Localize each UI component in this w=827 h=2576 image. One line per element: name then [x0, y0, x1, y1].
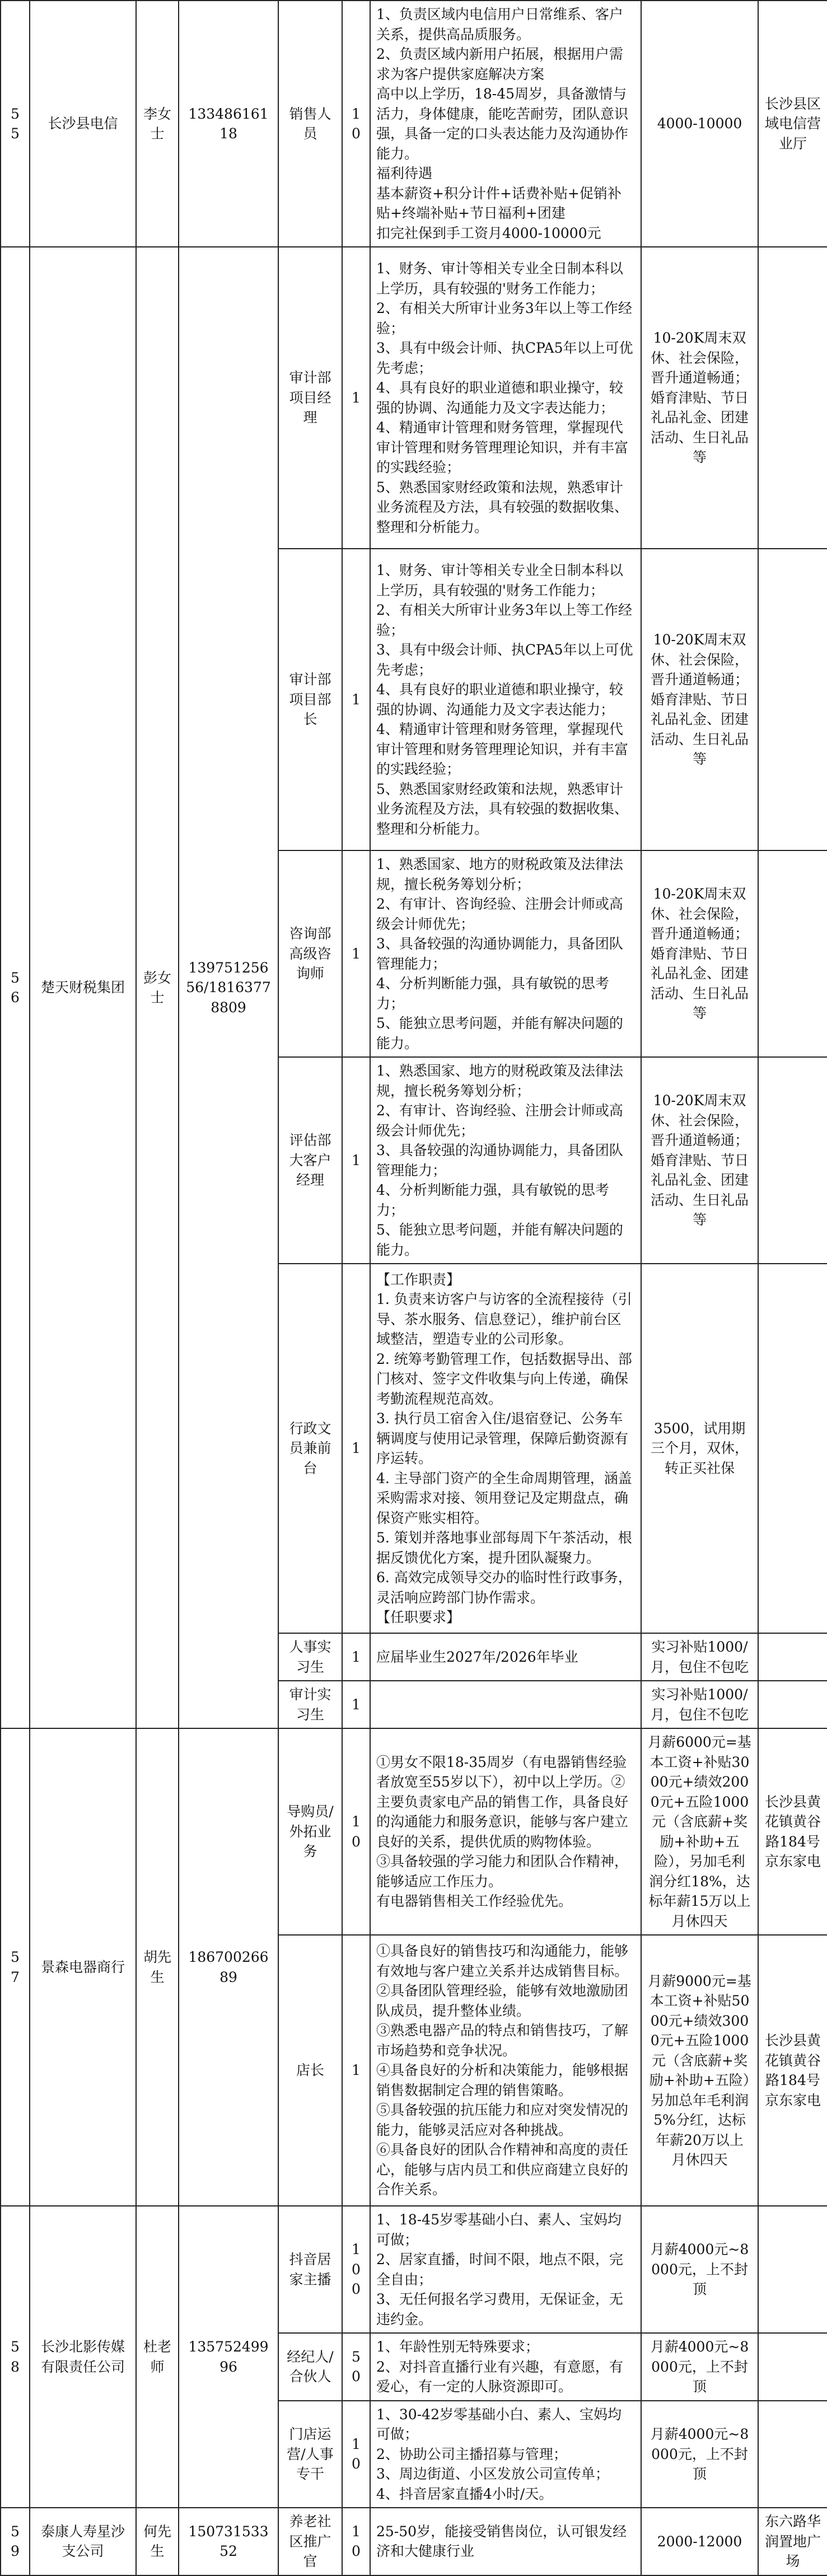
contact-person: 何先生 — [136, 2508, 179, 2575]
work-address — [758, 1264, 827, 1633]
job-position: 导购员/外拓业务 — [278, 1728, 342, 1935]
requirement-line: 2、有相关大所审计业务3年以上等工作经验； — [376, 300, 632, 336]
requirement-line: ④具备良好的分析和决策能力，能够根据销售数据制定合理的销售策略。 — [376, 2062, 629, 2098]
requirement-line: 4、分析判断能力强，具有敏锐的思考力； — [376, 975, 609, 1012]
requirement-line: 4、精通审计管理和财务管理，掌握现代审计管理和财务管理理论知识，并有丰富的实践经验； — [376, 721, 629, 777]
job-table-body — [1, 1, 827, 2575]
work-address: 长沙县黄花镇黄谷路184号京东家电 — [758, 1935, 827, 2206]
requirement-line: 2、有审计、咨询经验、注册会计师或高级会计师优先； — [376, 1102, 623, 1139]
hiring-count: 10 — [342, 2401, 370, 2508]
requirement-line: 有电器销售相关工作经验优先。 — [376, 1893, 573, 1909]
salary-benefits: 实习补贴1000/月，包住不包吃 — [641, 1681, 758, 1728]
hiring-count: 1 — [342, 1681, 370, 1728]
contact-phone: 18670026689 — [179, 1728, 278, 2206]
job-position: 店长 — [278, 1935, 342, 2206]
requirement-line: 5、能独立思考问题，并能有解决问题的能力。 — [376, 1015, 623, 1051]
work-address — [758, 2333, 827, 2401]
requirement-line: 高中以上学历，18-45周岁，具备激情与活力，身体健康，能吃苦耐劳，团队意识强，具备一定的口头表达能力及沟通协作能力。 — [376, 86, 629, 162]
table-row — [1, 247, 827, 549]
contact-phone: 13575249996 — [179, 2206, 278, 2508]
job-requirements — [370, 1681, 641, 1728]
job-position: 审计部项目部长 — [278, 549, 342, 850]
hiring-count: 10 — [342, 1728, 370, 1935]
salary-benefits: 10-20K周末双休、社会保险，晋升通道畅通；婚育津贴、节日礼品礼金、团建活动、生日礼品等 — [641, 549, 758, 850]
requirement-line: 2、居家直播，时间不限，地点不限，完全自由； — [376, 2251, 623, 2288]
requirement-line: 1、30-42岁零基础小白、素人、宝妈均可做； — [376, 2406, 622, 2442]
salary-benefits: 月薪4000元~8000元，上不封顶 — [641, 2401, 758, 2508]
job-requirements — [370, 2508, 641, 2575]
row-number: 57 — [1, 1728, 30, 2206]
requirement-line: ③具备较强的学习能力和团队合作精神，能够适应工作压力。 — [376, 1853, 629, 1890]
salary-benefits: 2000-12000 — [641, 2508, 758, 2575]
requirement-line: 2. 统筹考勤管理工作，包括数据导出、部门核对、签字文件收集与向上传递，确保考勤流程规范高效。 — [376, 1350, 632, 1407]
requirement-line: 2、协助公司主播招募与管理； — [376, 2446, 567, 2462]
table-row — [1, 2508, 827, 2575]
hiring-count: 1 — [342, 549, 370, 850]
requirement-line: ①具备良好的销售技巧和沟通能力，能够有效地与客户建立关系并达成销售目标。②具备团队管理经验，能够有效地激励团队成员，提升整体业绩。 — [376, 1943, 629, 2019]
company-name: 景森电器商行 — [30, 1728, 136, 2206]
contact-phone: 15073153352 — [179, 2508, 278, 2575]
job-position: 咨询部高级咨询师 — [278, 850, 342, 1057]
requirement-line: 1、财务、审计等相关专业全日制本科以上学历，具有较强的'财务工作能力； — [376, 260, 623, 297]
work-address — [758, 850, 827, 1057]
work-address — [758, 1633, 827, 1681]
requirement-line: 4、具有良好的职业道德和职业操守，较强的协调、沟通能力及文字表达能力； — [376, 380, 623, 416]
job-requirements — [370, 247, 641, 549]
job-requirements — [370, 2333, 641, 2401]
table-row — [1, 1, 827, 247]
work-address — [758, 549, 827, 850]
work-address — [758, 1681, 827, 1728]
job-requirements — [370, 1935, 641, 2206]
salary-benefits: 实习补贴1000/月，包住不包吃 — [641, 1633, 758, 1681]
requirement-line: 3、具有中级会计师、执CPA5年以上可优先考虑； — [376, 340, 633, 376]
work-address: 东六路华润置地广场 — [758, 2508, 827, 2575]
work-address — [758, 2206, 827, 2333]
hiring-count: 1 — [342, 850, 370, 1057]
job-position: 经纪人/合伙人 — [278, 2333, 342, 2401]
salary-benefits: 4000-10000 — [641, 1, 758, 247]
requirement-line: 1. 负责来访客户与访客的全流程接待（引导、茶水服务、信息登记），维护前台区域整洁，塑造专业的公司形象。 — [376, 1291, 632, 1347]
salary-benefits: 10-20K周末双休、社会保险，晋升通道畅通；婚育津贴、节日礼品礼金、团建活动、生日礼品等 — [641, 247, 758, 549]
contact-phone: 13348616118 — [179, 1, 278, 247]
requirement-line: ⑥具备良好的团队合作精神和高度的责任心，能够与店内员工和供应商建立良好的合作关系。 — [376, 2142, 629, 2198]
row-number: 56 — [1, 247, 30, 1728]
hiring-count: 1 — [342, 1935, 370, 2206]
job-requirements — [370, 2401, 641, 2508]
requirement-line: 【任职要求】 — [376, 1609, 461, 1625]
hiring-count: 1 — [342, 1057, 370, 1264]
requirement-line: 1、财务、审计等相关专业全日制本科以上学历，具有较强的'财务工作能力； — [376, 562, 623, 599]
requirement-line: 3、无任何报名学习费用，无保证金，无违约金。 — [376, 2291, 623, 2327]
requirement-line: ①男女不限18-35周岁（有电器销售经验者放宽至55岁以下），初中以上学历。②主要负责家电产品的销售工作，具备良好的沟通能力和服务意识，能够与客户建立良好的关系，提供优质的购物体验。 — [376, 1754, 629, 1850]
requirement-line: 【工作职责】 — [376, 1271, 461, 1288]
job-requirements — [370, 1633, 641, 1681]
requirement-line: 4、具有良好的职业道德和职业操守，较强的协调、沟通能力及文字表达能力； — [376, 681, 623, 718]
salary-benefits: 月薪4000元~8000元，上不封顶 — [641, 2333, 758, 2401]
contact-person: 杜老师 — [136, 2206, 179, 2508]
requirement-line: 6. 高效完成领导交办的临时性行政事务，灵活响应跨部门协作需求。 — [376, 1569, 632, 1606]
salary-benefits: 月薪6000元=基本工资+补贴3000元+绩效2000元+五险1000元（含底薪+奖励+补助+五险），另加毛利润分红18%，达标年薪15万以上月休四天 — [641, 1728, 758, 1935]
requirement-line: 2、有相关大所审计业务3年以上等工作经验； — [376, 602, 632, 638]
requirement-line: 5、熟悉国家财经政策和法规，熟悉审计业务流程及方法，具有较强的数据收集、整理和分析能力。 — [376, 479, 629, 535]
requirement-line: 1、18-45岁零基础小白、素人、宝妈均可做； — [376, 2212, 622, 2248]
work-address: 长沙县区域电信营业厅 — [758, 1, 827, 247]
job-requirements — [370, 2206, 641, 2333]
work-address — [758, 247, 827, 549]
salary-benefits: 10-20K周末双休、社会保险，晋升通道畅通；婚育津贴、节日礼品礼金、团建活动、生日礼品等 — [641, 1057, 758, 1264]
requirement-line: 3、具备较强的沟通协调能力，具备团队管理能力； — [376, 936, 623, 972]
requirement-line: 基本薪资+积分计件+话费补贴+促销补贴+终端补贴+节日福利+团建 — [376, 185, 622, 221]
work-address — [758, 1057, 827, 1264]
hiring-count: 1 — [342, 1633, 370, 1681]
job-position: 审计实习生 — [278, 1681, 342, 1728]
contact-person: 彭女士 — [136, 247, 179, 1728]
requirement-line: 5、能独立思考问题，并能有解决问题的能力。 — [376, 1222, 623, 1258]
requirement-line: ③熟悉电器产品的特点和销售技巧，了解市场趋势和竞争状况。 — [376, 2022, 629, 2059]
requirement-line: 3、周边街道、小区发放公司宣传单； — [376, 2466, 609, 2482]
contact-phone: 13975125656/18163778809 — [179, 247, 278, 1728]
job-requirements — [370, 549, 641, 850]
work-address: 长沙县黄花镇黄谷路184号京东家电 — [758, 1728, 827, 1935]
requirement-line: 2、有审计、咨询经验、注册会计师或高级会计师优先； — [376, 896, 623, 932]
job-position: 评估部大客户经理 — [278, 1057, 342, 1264]
job-requirements — [370, 850, 641, 1057]
job-position: 行政文员兼前台 — [278, 1264, 342, 1633]
work-address — [758, 2401, 827, 2508]
requirement-line: 扣完社保到手工资月4000-10000元 — [376, 225, 601, 241]
company-name: 长沙北影传媒有限责任公司 — [30, 2206, 136, 2508]
requirement-line: 1、负责区域内电信用户日常维系、客户关系，提供高品质服务。 — [376, 6, 623, 43]
requirement-line: 5、熟悉国家财经政策和法规，熟悉审计业务流程及方法，具有较强的数据收集、整理和分析能力。 — [376, 780, 629, 837]
requirement-line: 福利待遇 — [376, 165, 433, 181]
hiring-count: 100 — [342, 2206, 370, 2333]
company-name: 楚天财税集团 — [30, 247, 136, 1728]
job-position: 养老社区推广官 — [278, 2508, 342, 2575]
company-name: 泰康人寿星沙支公司 — [30, 2508, 136, 2575]
requirement-line: 2、负责区域内新用户拓展，根据用户需求为客户提供家庭解决方案 — [376, 46, 623, 82]
hiring-count: 50 — [342, 2333, 370, 2401]
requirement-line: 4、精通审计管理和财务管理，掌握现代审计管理和财务管理理论知识，并有丰富的实践经验； — [376, 419, 629, 475]
hiring-count: 10 — [342, 2508, 370, 2575]
job-requirements — [370, 1728, 641, 1935]
job-requirements — [370, 1, 641, 247]
company-name: 长沙县电信 — [30, 1, 136, 247]
job-position: 销售人员 — [278, 1, 342, 247]
salary-benefits: 3500，试用期三个月，双休，转正买社保 — [641, 1264, 758, 1633]
requirement-line: 4、抖音居家直播4小时/天。 — [376, 2485, 553, 2502]
requirement-line: 2、对抖音直播行业有兴趣，有意愿，有爱心，有一定的人脉资源即可。 — [376, 2358, 623, 2395]
job-position: 抖音居家主播 — [278, 2206, 342, 2333]
requirement-line: 3、具备较强的沟通协调能力，具备团队管理能力； — [376, 1142, 623, 1179]
job-requirements — [370, 1264, 641, 1633]
job-position: 门店运营/人事专干 — [278, 2401, 342, 2508]
job-requirements — [370, 1057, 641, 1264]
hiring-count: 1 — [342, 1264, 370, 1633]
contact-person: 李女士 — [136, 1, 179, 247]
salary-benefits: 10-20K周末双休、社会保险，晋升通道畅通；婚育津贴、节日礼品礼金、团建活动、生日礼品等 — [641, 850, 758, 1057]
requirement-line: 4、分析判断能力强，具有敏锐的思考力； — [376, 1182, 609, 1218]
table-row — [1, 1728, 827, 1935]
requirement-line: 应届毕业生2027年/2026年毕业 — [376, 1648, 578, 1665]
row-number: 58 — [1, 2206, 30, 2508]
job-position: 人事实习生 — [278, 1633, 342, 1681]
requirement-line: 4. 主导部门资产的全生命周期管理，涵盖采购需求对接、领用登记及定期盘点，确保资产账实相符。 — [376, 1470, 632, 1526]
contact-person: 胡先生 — [136, 1728, 179, 2206]
row-number: 59 — [1, 2508, 30, 2575]
requirement-line: 1、熟悉国家、地方的财税政策及法律法规，擅长税务筹划分析； — [376, 856, 623, 892]
hiring-count: 1 — [342, 247, 370, 549]
requirement-line: 1、年龄性别无特殊要求； — [376, 2339, 539, 2355]
table-row — [1, 2206, 827, 2333]
hiring-count: 10 — [342, 1, 370, 247]
requirement-line: 5. 策划并落地事业部每周下午茶活动，根据反馈优化方案，提升团队凝聚力。 — [376, 1530, 632, 1566]
salary-benefits: 月薪9000元=基本工资+补贴5000元+绩效3000元+五险1000元（含底薪+奖励+补助+五险）另加总年毛利润5%分红，达标年薪20万以上 月休四天 — [641, 1935, 758, 2206]
row-number: 55 — [1, 1, 30, 247]
requirement-line: 3. 执行员工宿舍入住/退宿登记、公务车辆调度与使用记录管理，保障后勤资源有序运转。 — [376, 1410, 629, 1466]
requirement-line: 25-50岁，能接受销售岗位，认可银发经济和大健康行业 — [376, 2523, 627, 2560]
job-position: 审计部项目经理 — [278, 247, 342, 549]
requirement-line: ⑤具备较强的抗压能力和应对突发情况的能力，能够灵活应对各种挑战。 — [376, 2102, 629, 2138]
requirement-line: 3、具有中级会计师、执CPA5年以上可优先考虑； — [376, 642, 633, 678]
requirement-line: 1、熟悉国家、地方的财税政策及法律法规，擅长税务筹划分析； — [376, 1063, 623, 1099]
salary-benefits: 月薪4000元~8000元，上不封顶 — [641, 2206, 758, 2333]
